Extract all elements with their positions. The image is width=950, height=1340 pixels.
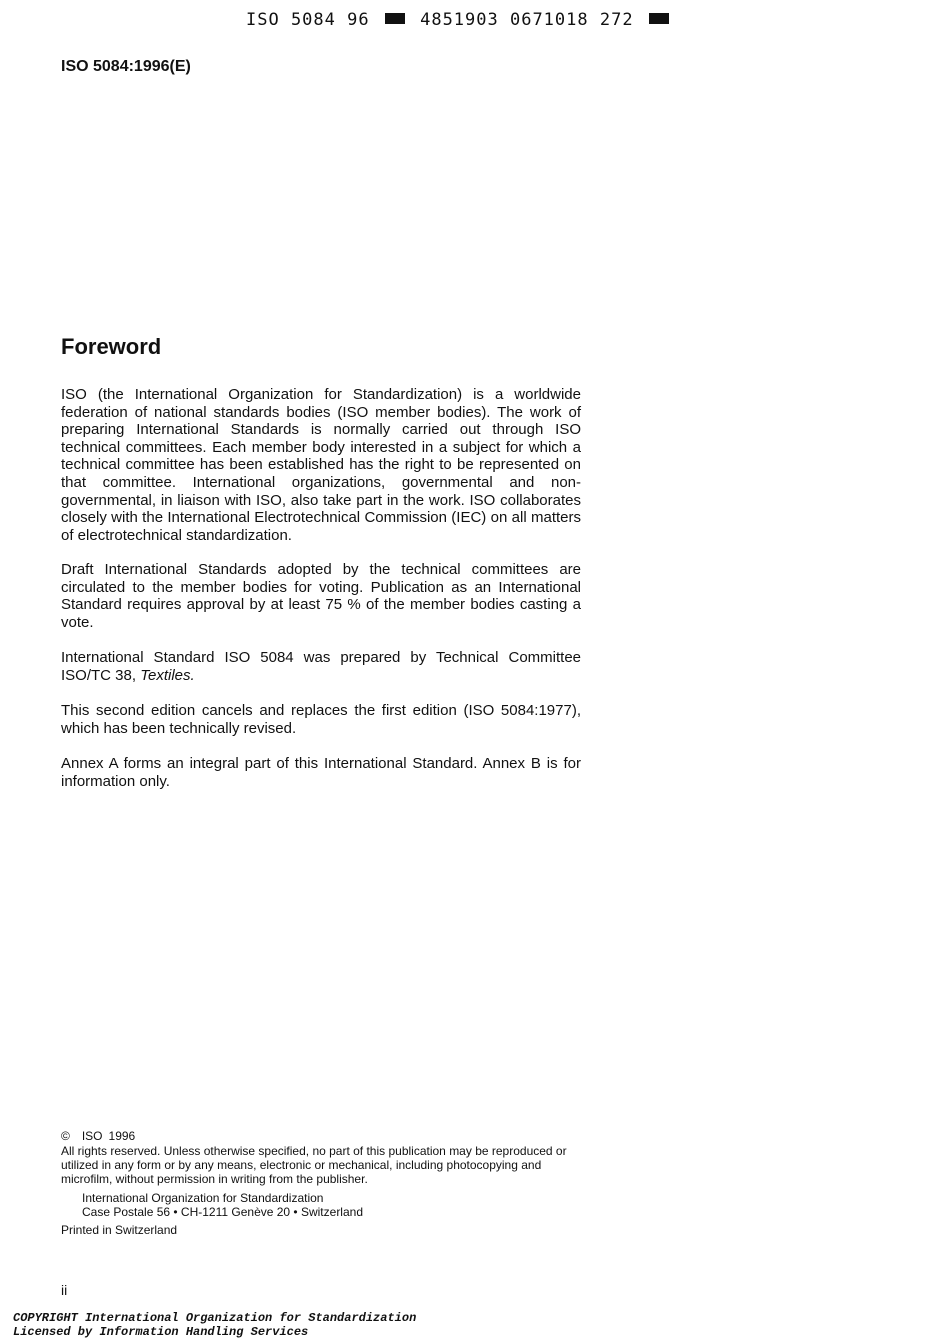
barcode-block-mark xyxy=(385,13,405,24)
publisher-organization: International Organization for Standardization xyxy=(82,1191,324,1205)
paragraph-3-text: International Standard ISO 5084 was prepared by Technical Committee ISO/TC 38, xyxy=(61,649,581,684)
foreword-paragraph-1: ISO (the International Organization for Standardization) is a worldwide federation of national standards bodies (ISO member bodies). The work of preparing International Standards is normally carried out through ISO technical committees. Each member body interested in a subject for which a technical committee has been established has the right to be represented on that committee. International organizations, governmental and non-governmental, in liaison with ISO, also take part in the work. ISO collaborates closely with the International Electrotechnical Commission (IEC) on all matters of electrotechnical standardization. xyxy=(61,386,581,544)
license-footer xyxy=(13,1311,416,1339)
copyright-notice xyxy=(61,1129,585,1237)
document-identifier: ISO 5084:1996(E) xyxy=(61,58,191,75)
rights-statement: All rights reserved. Unless otherwise specified, no part of this publication may be reproduced or utilized in any form or by any means, electronic or mechanical, including photocopying and microfilm, without permission in writing from the publisher. xyxy=(61,1144,567,1186)
copyright-year: 1996 xyxy=(108,1129,136,1143)
foreword-paragraph-4: This second edition cancels and replaces the first edition (ISO 5084:1977), which has been technically revised. xyxy=(61,702,581,737)
committee-name: Textiles. xyxy=(140,666,195,684)
page-title: Foreword xyxy=(61,334,162,359)
copyright-owner: ISO xyxy=(81,1129,103,1143)
header-code-part1: ISO 5084 96 xyxy=(246,10,370,30)
foreword-paragraph-5: Annex A forms an integral part of this International Standard. Annex B is for information only. xyxy=(61,755,581,790)
footer-line-1: COPYRIGHT International Organization for Standardization xyxy=(13,1311,417,1325)
foreword-paragraph-3 xyxy=(61,649,581,684)
foreword-paragraph-2: Draft International Standards adopted by the technical committees are circulated to the member bodies for voting. Publication as an International Standard requires approval by at least 75 % of the member bodies casting a vote. xyxy=(61,561,581,631)
header-code-part2: 4851903 0671018 272 xyxy=(420,10,634,30)
copyright-symbol: © xyxy=(61,1129,70,1143)
barcode-block-mark xyxy=(649,13,669,24)
publisher-address: Case Postale 56 • CH-1211 Genève 20 • Switzerland xyxy=(82,1205,363,1219)
page-number: ii xyxy=(61,1282,68,1298)
footer-line-2: Licensed by Information Handling Services xyxy=(13,1325,309,1339)
header-barcode-code xyxy=(246,10,673,30)
printed-location: Printed in Switzerland xyxy=(61,1223,178,1237)
copyright-line xyxy=(61,1129,585,1143)
